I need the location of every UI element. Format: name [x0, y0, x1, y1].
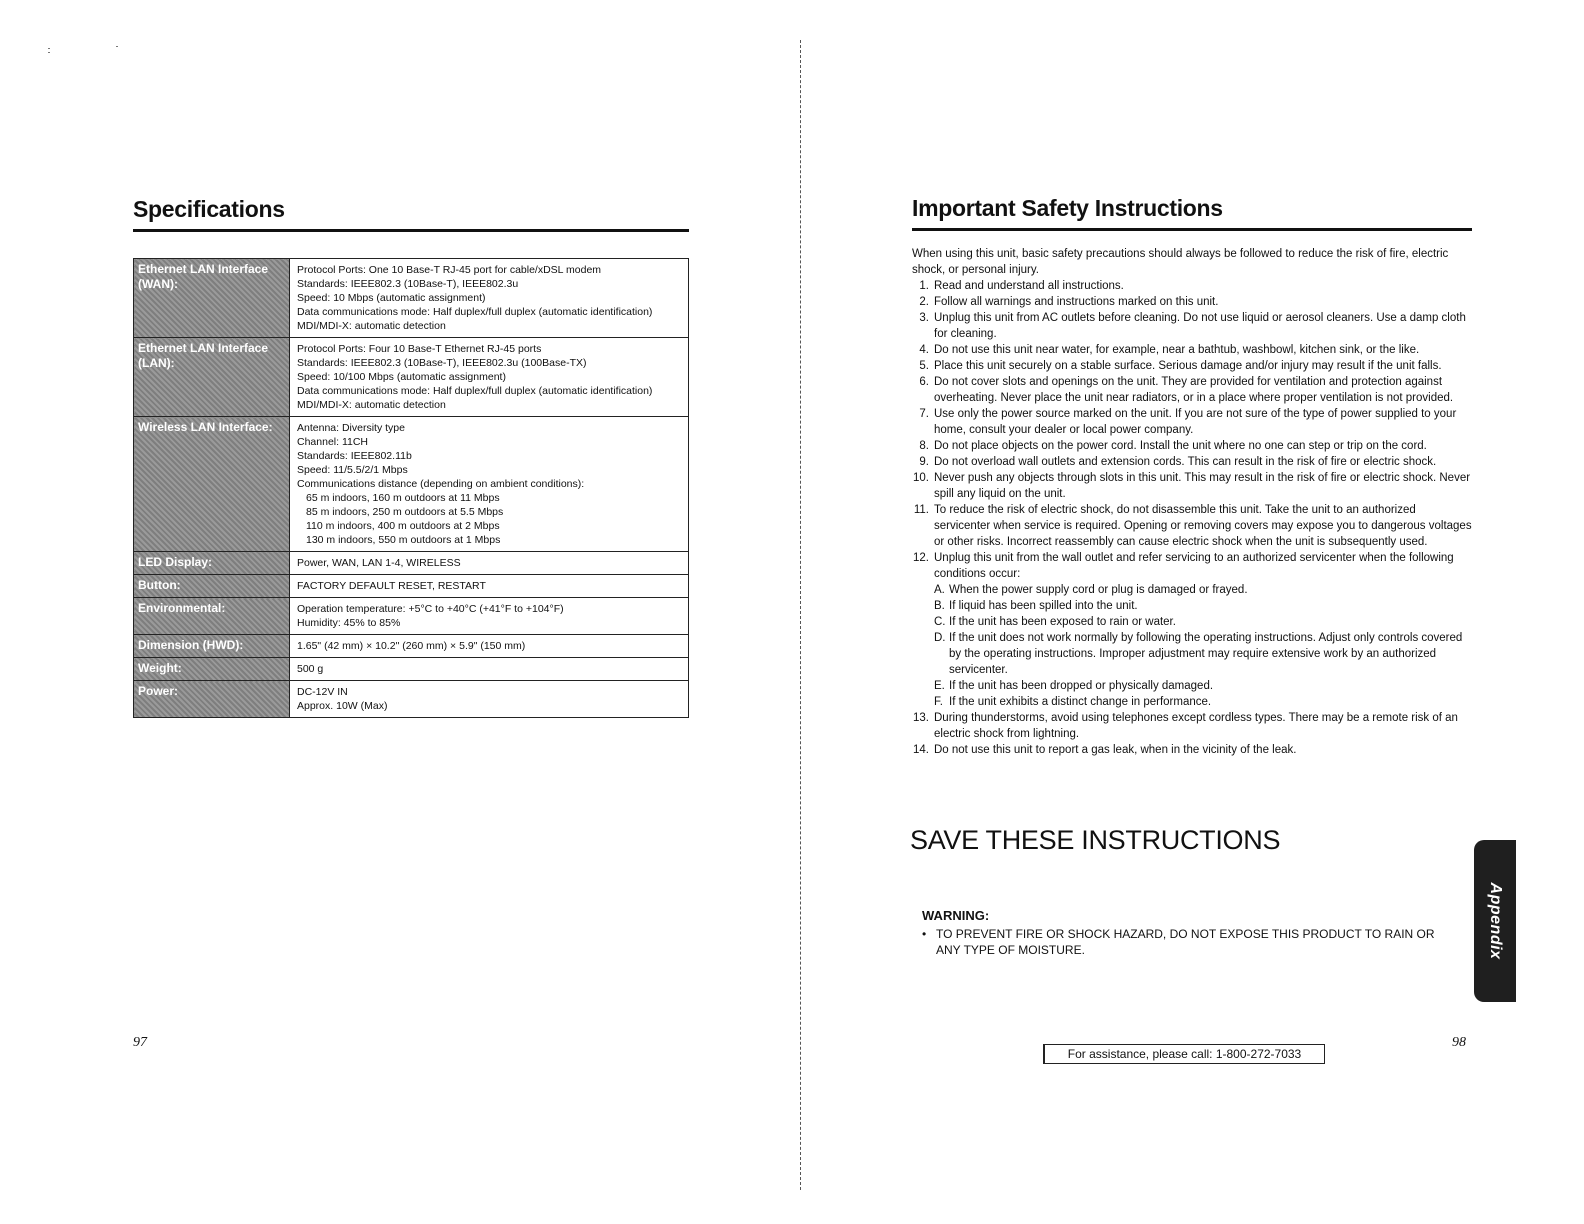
safety-subrule-letter: A.	[934, 584, 945, 596]
spec-value-line: Standards: IEEE802.3 (10Base-T), IEEE802.3u	[297, 278, 519, 290]
safety-rule-text: To reduce the risk of electric shock, do not disassemble this unit. Take the unit to an authorized servicenter when service is required. Opening or removing covers may expose you to dangerous voltages or other risks. Incorrect reassembly can cause electric shock when the unit is subsequently used.	[934, 504, 1472, 548]
safety-rule-text: Do not overload wall outlets and extension cords. This can result in the risk of fire or electric shock.	[934, 456, 1437, 468]
safety-subrule-text: If liquid has been spilled into the unit.	[949, 600, 1138, 612]
safety-rule-number: 4.	[919, 344, 929, 356]
spec-label: Power:	[134, 681, 290, 718]
spec-value	[290, 417, 689, 552]
spec-label: Environmental:	[134, 598, 290, 635]
scan-speck	[48, 48, 50, 49]
safety-rule	[912, 358, 1472, 374]
spec-value-subline: 110 m indoors, 400 m outdoors at 2 Mbps	[306, 520, 500, 532]
warning-bullet: •	[922, 927, 927, 941]
spec-row	[134, 575, 689, 598]
safety-rule	[912, 342, 1472, 358]
safety-rule-number: 9.	[919, 456, 929, 468]
safety-rule	[912, 374, 1472, 406]
spec-value-line: Humidity: 45% to 85%	[297, 617, 401, 629]
spec-value-line: MDI/MDI-X: automatic detection	[297, 399, 446, 411]
safety-subrule	[934, 630, 1472, 678]
safety-rule	[912, 406, 1472, 438]
safety-rule	[912, 438, 1472, 454]
spec-value-line: DC-12V IN	[297, 686, 348, 698]
spec-value-line: FACTORY DEFAULT RESET, RESTART	[297, 580, 486, 592]
safety-rule	[912, 710, 1472, 742]
safety-rule-number: 11.	[913, 504, 929, 516]
safety-rule	[912, 502, 1472, 550]
specifications-table	[133, 258, 689, 718]
spec-value	[290, 598, 689, 635]
safety-rule-text: Do not use this unit to report a gas leak, when in the vicinity of the leak.	[934, 744, 1297, 756]
spec-label: Dimension (HWD):	[134, 635, 290, 658]
safety-rule-number: 14.	[913, 744, 929, 756]
safety-rule	[912, 454, 1472, 470]
spec-row	[134, 552, 689, 575]
spec-value-line: Protocol Ports: One 10 Base-T RJ-45 port for cable/xDSL modem	[297, 264, 602, 276]
spec-value-line: Protocol Ports: Four 10 Base-T Ethernet RJ-45 ports	[297, 343, 542, 355]
safety-rule-text: Do not use this unit near water, for example, near a bathtub, washbowl, kitchen sink, or the like.	[934, 344, 1420, 356]
warning-title: WARNING:	[922, 908, 990, 923]
safety-subrule	[934, 614, 1472, 630]
safety-rule-text: Use only the power source marked on the unit. If you are not sure of the type of power supplied to your home, consult your dealer or local power company.	[934, 408, 1457, 436]
appendix-tab-label: Appendix	[1487, 882, 1504, 960]
warning-text	[922, 926, 1452, 958]
spec-row	[134, 658, 689, 681]
spec-value-subline: 65 m indoors, 160 m outdoors at 11 Mbps	[306, 492, 500, 504]
safety-subrule	[934, 694, 1472, 710]
safety-rule	[912, 278, 1472, 294]
safety-rule-number: 6.	[919, 376, 929, 388]
safety-rule-text: Read and understand all instructions.	[934, 280, 1124, 292]
spec-value	[290, 552, 689, 575]
safety-subrule-letter: E.	[934, 680, 945, 692]
safety-rule-number: 12.	[913, 552, 929, 564]
safety-rule	[912, 294, 1472, 310]
spec-value-line: Standards: IEEE802.3 (10Base-T), IEEE802.3u (100Base-TX)	[297, 357, 587, 369]
safety-subrule	[934, 678, 1472, 694]
safety-rule-text: Never push any objects through slots in this unit. This may result in the risk of fire or electric shock. Never spill any liquid on the unit.	[934, 472, 1471, 500]
spec-label: Ethernet LAN Interface (LAN):	[134, 338, 290, 417]
safety-subrule-letter: F.	[934, 696, 943, 708]
safety-rule-text: Follow all warnings and instructions marked on this unit.	[934, 296, 1219, 308]
warning-body: TO PREVENT FIRE OR SHOCK HAZARD, DO NOT EXPOSE THIS PRODUCT TO RAIN OR ANY TYPE OF MOISTURE.	[936, 927, 1435, 957]
safety-title-rule	[912, 228, 1472, 231]
spec-row	[134, 598, 689, 635]
save-instructions-heading: SAVE THESE INSTRUCTIONS	[910, 825, 1281, 855]
safety-rule-number: 13.	[913, 712, 929, 724]
spec-row	[134, 259, 689, 338]
safety-rule-text: Unplug this unit from the wall outlet and refer servicing to an authorized servicenter when the following conditions occur:	[934, 552, 1454, 580]
safety-subrule-letter: D.	[934, 632, 946, 644]
safety-subrule	[934, 582, 1472, 598]
safety-rule	[912, 742, 1472, 758]
specifications-title-rule	[133, 229, 689, 232]
spec-value	[290, 259, 689, 338]
safety-rule-number: 7.	[919, 408, 929, 420]
spec-value-line: Approx. 10W (Max)	[297, 700, 388, 712]
safety-rule-text: Do not cover slots and openings on the unit. They are provided for ventilation and protection against overheating. Never place the unit near radiators, or in a place where proper ventilation is not provided.	[934, 376, 1454, 404]
spec-value-line: Power, WAN, LAN 1-4, WIRELESS	[297, 557, 461, 569]
appendix-side-tab	[1474, 840, 1516, 1002]
spec-label: LED Display:	[134, 552, 290, 575]
spec-value	[290, 681, 689, 718]
safety-rule-text: During thunderstorms, avoid using telephones except cordless types. There may be a remote risk of an electric shock from lightning.	[934, 712, 1458, 740]
safety-subrule	[934, 598, 1472, 614]
spec-label: Weight:	[134, 658, 290, 681]
safety-rule-text: Do not place objects on the power cord. Install the unit where no one can step or trip on the cord.	[934, 440, 1427, 452]
safety-rule-number: 3.	[919, 312, 929, 324]
scan-speck	[116, 46, 118, 47]
safety-rules-list	[912, 278, 1472, 758]
safety-rule-number: 1.	[919, 280, 929, 292]
safety-rule-number: 8.	[919, 440, 929, 452]
spec-label: Wireless LAN Interface:	[134, 417, 290, 552]
spec-value-subline: 85 m indoors, 250 m outdoors at 5.5 Mbps	[306, 506, 504, 518]
page-number-right: 98	[1452, 1035, 1466, 1050]
safety-title: Important Safety Instructions	[912, 195, 1223, 221]
safety-rule	[912, 310, 1472, 342]
spec-value-line: MDI/MDI-X: automatic detection	[297, 320, 446, 332]
safety-rule-number: 5.	[919, 360, 929, 372]
safety-rule-number: 2.	[919, 296, 929, 308]
spec-value-line: Operation temperature: +5°C to +40°C (+41°F to +104°F)	[297, 603, 564, 615]
spec-value-line: 500 g	[297, 663, 324, 675]
spec-row	[134, 338, 689, 417]
safety-intro: When using this unit, basic safety precautions should always be followed to reduce the risk of fire, electric shock, or personal injury.	[912, 248, 1449, 276]
safety-rule	[912, 550, 1472, 710]
spec-value-line: Antenna: Diversity type	[297, 422, 405, 434]
spec-value-line: Standards: IEEE802.11b	[297, 450, 412, 462]
safety-rule-number: 10.	[913, 472, 929, 484]
safety-subrule-text: If the unit has been dropped or physically damaged.	[949, 680, 1214, 692]
safety-subrule-text: If the unit does not work normally by following the operating instructions. Adjust only controls covered by the operating instructions. Improper adjustment may require extensive work by an authorized servicenter.	[949, 632, 1463, 676]
spec-value	[290, 635, 689, 658]
spec-value-line: Data communications mode: Half duplex/full duplex (automatic identification)	[297, 306, 653, 318]
scan-speck	[48, 52, 50, 53]
safety-rule-text: Unplug this unit from AC outlets before cleaning. Do not use liquid or aerosol cleaners. Use a damp cloth for cleaning.	[934, 312, 1466, 340]
safety-subrule-letter: C.	[934, 616, 946, 628]
spec-row	[134, 635, 689, 658]
spec-value-line: 1.65" (42 mm) × 10.2" (260 mm) × 5.9" (150 mm)	[297, 640, 526, 652]
safety-subrule-text: If the unit has been exposed to rain or water.	[949, 616, 1176, 628]
spec-row	[134, 417, 689, 552]
specifications-title: Specifications	[133, 196, 285, 222]
spec-value-line: Data communications mode: Half duplex/full duplex (automatic identification)	[297, 385, 653, 397]
spec-row	[134, 681, 689, 718]
spec-label: Button:	[134, 575, 290, 598]
spec-value-line: Speed: 11/5.5/2/1 Mbps	[297, 464, 408, 476]
safety-subrule-text: When the power supply cord or plug is damaged or frayed.	[949, 584, 1248, 596]
spec-value	[290, 338, 689, 417]
spec-value-line: Channel: 11CH	[297, 436, 369, 448]
assistance-box: For assistance, please call: 1-800-272-7033	[1043, 1044, 1325, 1064]
safety-rule-text: Place this unit securely on a stable surface. Serious damage and/or injury may result if the unit falls.	[934, 360, 1442, 372]
spec-value-line: Speed: 10/100 Mbps (automatic assignment)	[297, 371, 506, 383]
spec-label: Ethernet LAN Interface (WAN):	[134, 259, 290, 338]
spec-value-subline: 130 m indoors, 550 m outdoors at 1 Mbps	[306, 534, 501, 546]
spec-value-line: Communications distance (depending on ambient conditions):	[297, 478, 585, 490]
spec-value-line: Speed: 10 Mbps (automatic assignment)	[297, 292, 486, 304]
page-number-left: 97	[133, 1035, 147, 1050]
safety-subrule-text: If the unit exhibits a distinct change in performance.	[949, 696, 1212, 708]
spec-value	[290, 575, 689, 598]
safety-subrule-letter: B.	[934, 600, 945, 612]
spec-value	[290, 658, 689, 681]
safety-rule	[912, 470, 1472, 502]
